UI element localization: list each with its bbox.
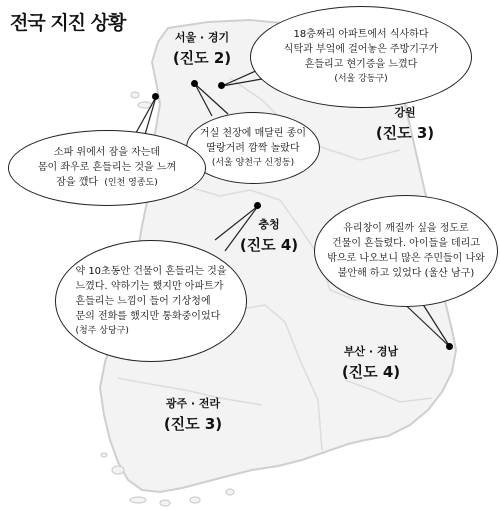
bubble-source: (울산 남구) [424, 268, 475, 279]
bubble-ulsan [314, 195, 498, 307]
location-marker-yangcheon [191, 80, 198, 87]
bubble-text: 유리창이 깨질까 싶을 정도로 [343, 223, 469, 234]
region-intensity: (진도 4) [341, 363, 401, 381]
bubble-source: (서울 강동구) [334, 74, 388, 84]
region-name: 충청 [258, 218, 280, 231]
region-gangwon [375, 104, 435, 143]
location-marker-ulsan [446, 343, 453, 350]
bubble-source: (인천 영종도) [104, 178, 158, 188]
location-marker-cheongju [254, 202, 261, 209]
bubble-text: 문의 전화를 했지만 통화중이었다 [75, 310, 221, 322]
region-name: 부산 · 경남 [343, 345, 399, 358]
bubble-source: (서울 양천구 신정동) [211, 157, 295, 168]
region-name: 강원 [394, 106, 416, 119]
location-marker-incheon [152, 93, 159, 100]
bubble-gangdong [250, 6, 472, 108]
bubble-text: 소파 위에서 잠을 자는데 [53, 147, 161, 158]
bubble-text: 18층짜리 아파트에서 식사하다 [293, 29, 429, 40]
bubble-text: 흔들리는 느낌이 들어 기상청에 [75, 295, 211, 307]
region-busan [329, 343, 413, 382]
map-title: 전국 지진 상황 [10, 12, 126, 34]
region-intensity: (진도 2) [172, 49, 232, 67]
region-name: 광주 · 전라 [165, 397, 221, 410]
bubble-cheongju [55, 240, 247, 362]
bubble-text: 불안해 하고 있었다 [337, 268, 422, 279]
bubble-text: 식탁과 부엌에 걸어놓은 주방기구가 [283, 44, 439, 55]
region-intensity: (진도 3) [163, 415, 223, 433]
region-name: 서울 · 경기 [174, 31, 230, 44]
region-gwangju [151, 395, 235, 434]
bubble-text: 몸이 좌우로 흔들리는 것을 느껴 [37, 162, 177, 173]
region-seoul [160, 29, 244, 68]
region-chungcheong [237, 216, 301, 255]
bubble-incheon [8, 130, 206, 206]
bubble-text: 거실 천장에 매달린 종이 [199, 127, 307, 139]
bubble-text: 딸랑거려 깜짝 놀랐다 [206, 142, 300, 154]
bubble-source: (청주 상당구) [75, 325, 129, 336]
location-marker-gangdong [218, 82, 225, 89]
bubble-yangcheon [186, 112, 320, 184]
bubble-text: 느꼈다. 약하기는 했지만 아파트가 [75, 280, 224, 292]
region-intensity: (진도 4) [239, 236, 299, 254]
bubble-text: 잠을 깼다 [56, 177, 99, 188]
region-intensity: (진도 3) [375, 124, 435, 142]
bubble-text: 흔들리고 현기증을 느꼈다 [304, 59, 418, 70]
bubble-text: 건물이 흔들렸다. 아이들을 데리고 [332, 238, 480, 249]
bubble-text: 약 10초동안 건물이 흔들리는 것을 [75, 265, 227, 277]
bubble-text: 밖으로 나오보니 많은 주민들이 나와 [327, 253, 485, 264]
